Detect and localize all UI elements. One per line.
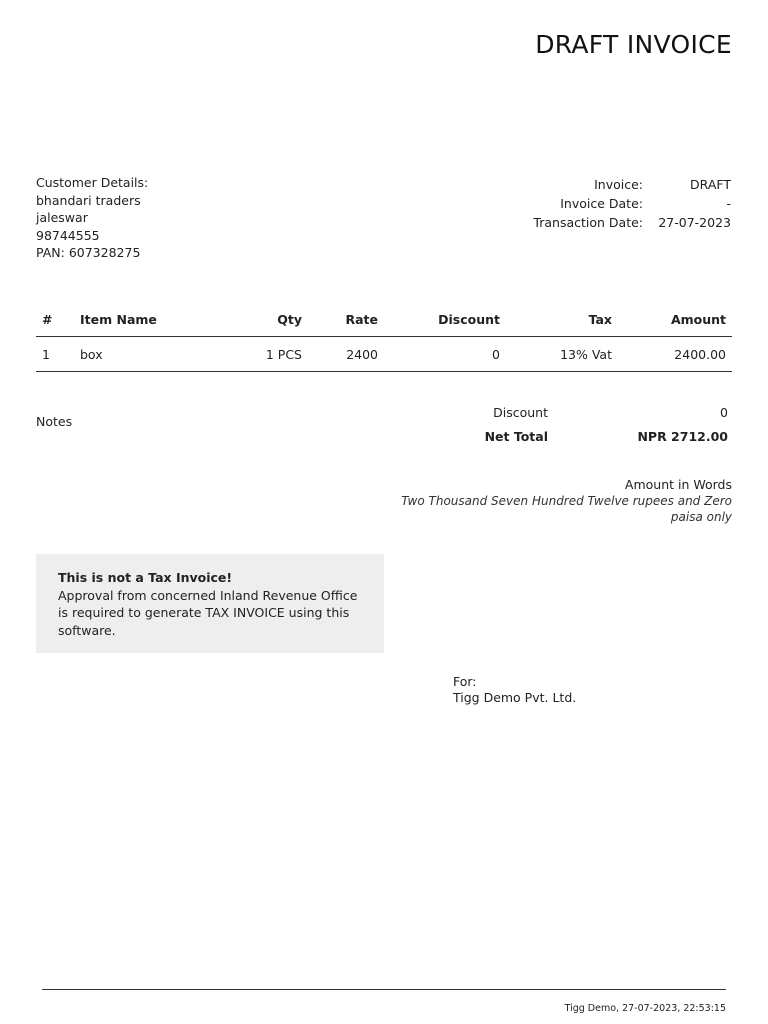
header-number: #: [36, 302, 74, 337]
meta-row-invoice: [533, 175, 731, 194]
amount-in-words: [392, 477, 732, 525]
cell-item-name: box: [74, 337, 226, 372]
footer-text: Tigg Demo, 27-07-2023, 22:53:15: [564, 1003, 726, 1014]
net-total-row: [400, 426, 728, 450]
meta-value: -: [726, 196, 731, 211]
notice-title: This is not a Tax Invoice!: [58, 570, 233, 585]
header-item-name: Item Name: [74, 302, 226, 337]
cell-tax: 13% Vat: [506, 337, 618, 372]
meta-row-transaction-date: [533, 213, 731, 232]
notes-label: Notes: [36, 414, 73, 429]
invoice-title: DRAFT INVOICE: [535, 30, 732, 59]
customer-heading: Customer Details:: [36, 175, 149, 190]
cell-rate: 2400: [308, 337, 384, 372]
amount-in-words-label: Amount in Words: [624, 477, 732, 492]
header-amount: Amount: [618, 302, 732, 337]
for-label: For:: [453, 674, 477, 689]
signature-block: [453, 674, 576, 706]
meta-label: Invoice:: [594, 177, 643, 192]
header-discount: Discount: [384, 302, 506, 337]
footer-divider: [42, 989, 726, 990]
header-tax: Tax: [506, 302, 618, 337]
discount-total-row: [400, 402, 728, 426]
header-rate: Rate: [308, 302, 384, 337]
cell-qty: 1 PCS: [226, 337, 308, 372]
meta-label: Invoice Date:: [560, 196, 643, 211]
meta-value: 27-07-2023: [658, 215, 731, 230]
discount-total-label: Discount: [493, 405, 548, 420]
customer-address: jaleswar: [36, 210, 88, 225]
cell-amount: 2400.00: [618, 337, 732, 372]
meta-label: Transaction Date:: [533, 215, 643, 230]
net-total-value: NPR 2712.00: [637, 429, 728, 444]
net-total-label: Net Total: [484, 429, 548, 444]
invoice-meta: [533, 175, 731, 232]
meta-value: DRAFT: [690, 177, 731, 192]
customer-pan: PAN: 607328275: [36, 245, 141, 260]
cell-discount: 0: [384, 337, 506, 372]
table-row: [36, 337, 732, 372]
tax-invoice-notice: [36, 554, 384, 653]
totals-block: [400, 402, 728, 450]
table-header-row: [36, 302, 732, 337]
notice-body: Approval from concerned Inland Revenue Office is required to generate TAX INVOICE using this software.: [58, 587, 358, 638]
cell-number: 1: [36, 337, 74, 372]
discount-total-value: 0: [720, 405, 728, 420]
customer-phone: 98744555: [36, 227, 100, 243]
amount-in-words-text: Two Thousand Seven Hundred Twelve rupees and Zero paisa only: [401, 494, 732, 524]
items-table: [36, 302, 732, 372]
header-qty: Qty: [226, 302, 308, 337]
meta-row-invoice-date: [533, 194, 731, 213]
customer-details: [36, 174, 148, 262]
company-name: Tigg Demo Pvt. Ltd.: [453, 690, 577, 705]
customer-name: bhandari traders: [36, 192, 141, 208]
